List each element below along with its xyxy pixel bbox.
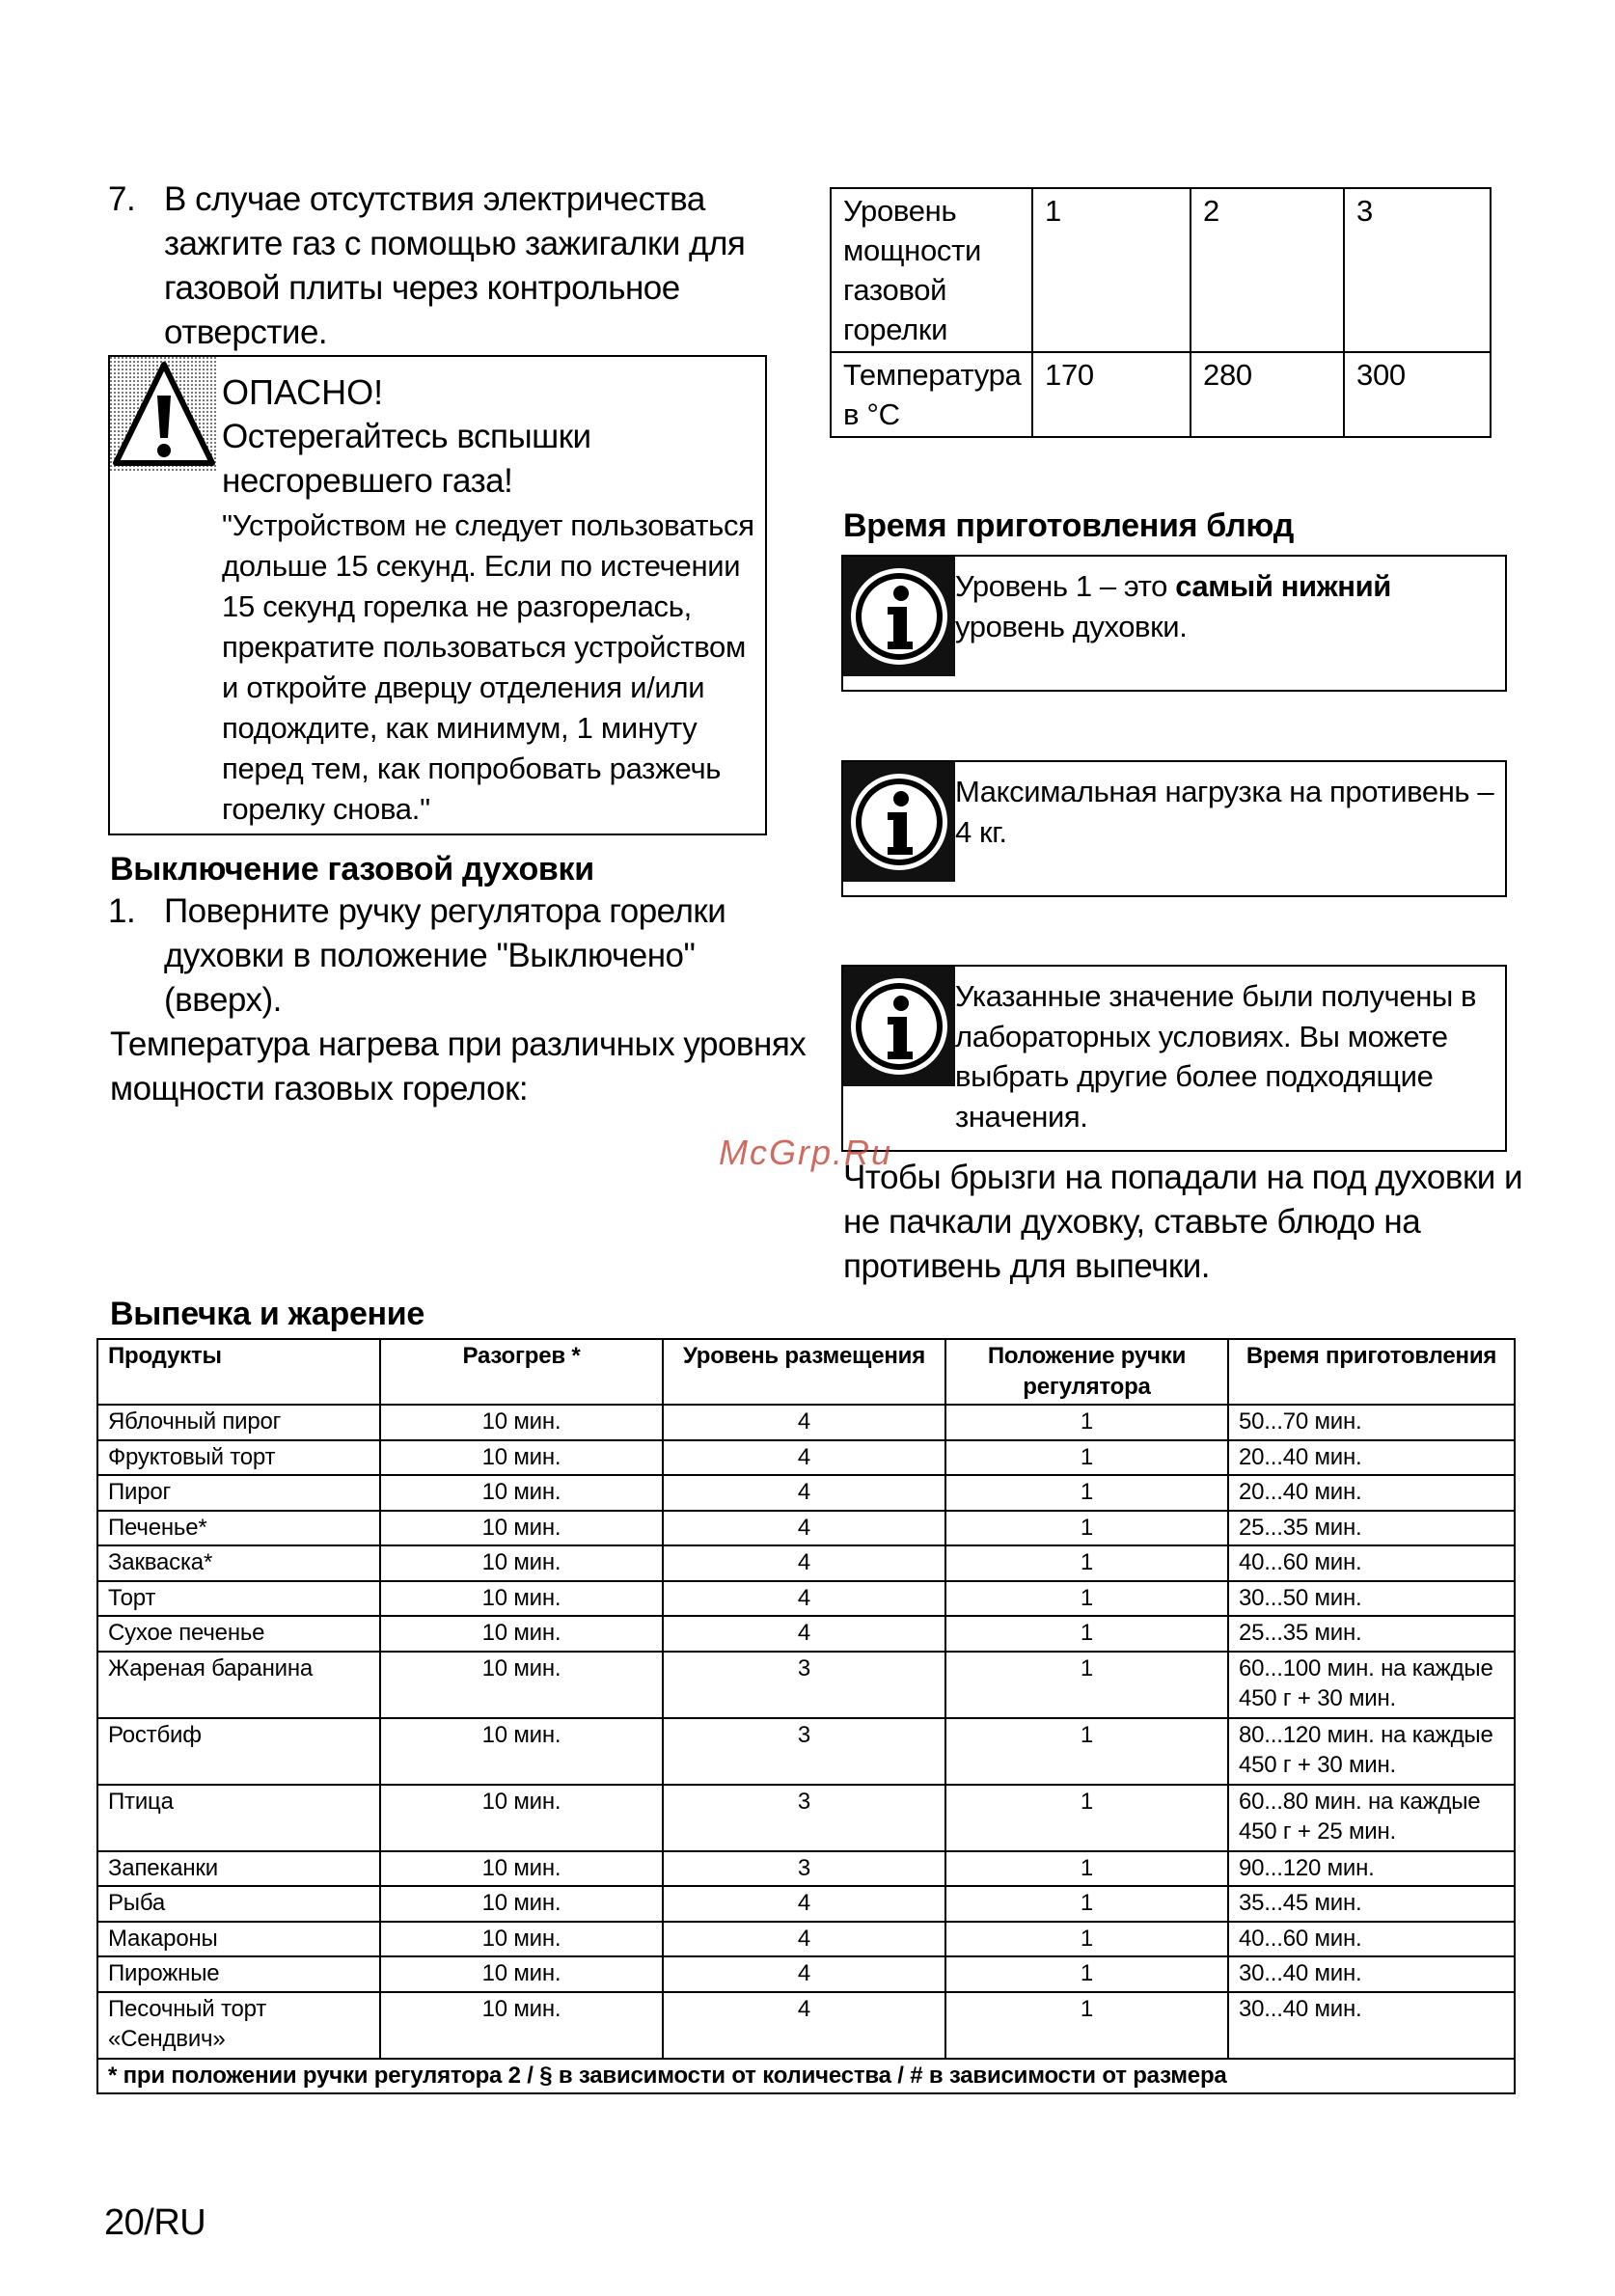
cell-preheat: 10 мин. — [380, 1922, 663, 1957]
cell-level: 4 — [663, 1922, 945, 1957]
cell-level: 4 — [663, 1511, 945, 1546]
step-7-text: В случае отсутствия электричества зажгите газ с помощью зажигалки для газовой плиты через контрольное отверстие. — [164, 180, 746, 351]
info-icon — [843, 967, 955, 1086]
cell-preheat: 10 мин. — [380, 1545, 663, 1581]
step-1-text: Поверните ручку регулятора горелки духовки в положение "Выключено" (вверх). — [164, 892, 726, 1019]
cell-level: 3 — [663, 1851, 945, 1887]
section-heading-cooking-time: Время приготовления блюд — [843, 507, 1294, 544]
header-level: Уровень размещения — [663, 1339, 945, 1405]
cell-preheat: 10 мин. — [380, 1475, 663, 1511]
cell-product: Рыба — [97, 1886, 380, 1922]
cell-product: Пирожные — [97, 1956, 380, 1992]
cell-cooking-time: 90...120 мин. — [1228, 1851, 1515, 1887]
baking-table — [96, 1338, 1516, 2094]
cell-preheat: 10 мин. — [380, 1511, 663, 1546]
temperature-1: 170 — [1032, 352, 1191, 437]
table-row — [97, 1581, 1515, 1617]
table-row — [97, 1922, 1515, 1957]
cell-cooking-time: 30...50 мин. — [1228, 1581, 1515, 1617]
cell-knob-position: 1 — [945, 1718, 1228, 1785]
info-box-lab-values — [841, 965, 1507, 1152]
power-level-3: 3 — [1344, 188, 1491, 352]
cell-knob-position: 1 — [945, 1511, 1228, 1546]
table-row — [97, 1511, 1515, 1546]
cell-knob-position: 1 — [945, 1785, 1228, 1851]
footnote-row — [97, 2059, 1515, 2094]
cell-knob-position: 1 — [945, 1652, 1228, 1718]
table-row — [97, 1785, 1515, 1851]
cell-cooking-time: 80...120 мин. на каждые 450 г + 30 мин. — [1228, 1718, 1515, 1785]
step-7-number: 7. — [108, 180, 136, 218]
cell-cooking-time: 30...40 мин. — [1228, 1992, 1515, 2059]
temperature-label: Температура в °C — [831, 352, 1032, 437]
header-products: Продукты — [97, 1339, 380, 1405]
temperature-3: 300 — [1344, 352, 1491, 437]
cell-cooking-time: 30...40 мин. — [1228, 1956, 1515, 1992]
table-row — [831, 188, 1491, 352]
cell-knob-position: 1 — [945, 1886, 1228, 1922]
cell-product: Фруктовый торт — [97, 1440, 380, 1476]
info-text-part: Уровень 1 – это — [955, 569, 1176, 603]
cell-preheat: 10 мин. — [380, 1652, 663, 1718]
cell-product: Пирог — [97, 1475, 380, 1511]
table-row — [97, 1851, 1515, 1887]
cell-knob-position: 1 — [945, 1581, 1228, 1617]
info-icon — [843, 557, 955, 676]
cell-level: 4 — [663, 1440, 945, 1476]
cell-cooking-time: 35...45 мин. — [1228, 1886, 1515, 1922]
cell-preheat: 10 мин. — [380, 1581, 663, 1617]
table-row — [831, 352, 1491, 437]
cell-level: 4 — [663, 1581, 945, 1617]
cell-knob-position: 1 — [945, 1545, 1228, 1581]
cell-knob-position: 1 — [945, 1475, 1228, 1511]
table-row — [97, 1718, 1515, 1785]
table-row — [97, 1440, 1515, 1476]
section-heading-oven-off: Выключение газовой духовки — [110, 851, 594, 888]
cell-preheat: 10 мин. — [380, 1440, 663, 1476]
danger-warning-box — [108, 355, 767, 835]
cell-preheat: 10 мин. — [380, 1616, 663, 1652]
cell-level: 4 — [663, 1545, 945, 1581]
cell-level: 3 — [663, 1785, 945, 1851]
header-cooking-time: Время приготовления — [1228, 1339, 1515, 1405]
power-level-label: Уровень мощности газовой горелки — [831, 188, 1032, 352]
power-level-2: 2 — [1191, 188, 1344, 352]
cell-knob-position: 1 — [945, 1922, 1228, 1957]
cell-cooking-time: 50...70 мин. — [1228, 1405, 1515, 1440]
cell-knob-position: 1 — [945, 1405, 1228, 1440]
step-1 — [108, 889, 822, 1023]
warning-triangle-icon — [110, 357, 218, 471]
cell-knob-position: 1 — [945, 1440, 1228, 1476]
info-text-part: уровень духовки. — [955, 609, 1188, 643]
cell-level: 4 — [663, 1405, 945, 1440]
table-footnote: * при положении ручки регулятора 2 / § в зависимости от количества / # в зависимости от размера — [97, 2059, 1515, 2094]
cell-cooking-time: 20...40 мин. — [1228, 1475, 1515, 1511]
cell-cooking-time: 40...60 мин. — [1228, 1922, 1515, 1957]
cell-product: Макароны — [97, 1922, 380, 1957]
danger-body: "Устройством не следует пользоваться дольше 15 секунд. Если по истечении 15 секунд горелка не разгорелась, прекратите пользоваться устройством и откройте дверцу отделения и/или подождите, как минимум, 1 минуту перед тем, как попробовать разжечь горелку снова." — [222, 508, 754, 826]
cell-preheat: 10 мин. — [380, 1785, 663, 1851]
cell-knob-position: 1 — [945, 1956, 1228, 1992]
step-1-number: 1. — [108, 892, 136, 930]
cell-preheat: 10 мин. — [380, 1851, 663, 1887]
burner-power-table — [830, 187, 1492, 438]
danger-title: ОПАСНО! — [222, 372, 384, 412]
watermark: McGrp.Ru — [719, 1133, 893, 1172]
power-level-1: 1 — [1032, 188, 1191, 352]
table-row — [97, 1992, 1515, 2059]
cell-cooking-time: 20...40 мин. — [1228, 1440, 1515, 1476]
cell-preheat: 10 мин. — [380, 1718, 663, 1785]
cell-level: 4 — [663, 1475, 945, 1511]
cell-product: Запеканки — [97, 1851, 380, 1887]
cell-product: Ростбиф — [97, 1718, 380, 1785]
danger-subtitle: Остерегайтесь вспышки несгоревшего газа! — [222, 418, 591, 500]
table-header-row — [97, 1339, 1515, 1405]
header-knob-position: Положение ручки регулятора — [945, 1339, 1228, 1405]
cell-knob-position: 1 — [945, 1616, 1228, 1652]
cell-preheat: 10 мин. — [380, 1886, 663, 1922]
cell-cooking-time: 40...60 мин. — [1228, 1545, 1515, 1581]
cell-cooking-time: 25...35 мин. — [1228, 1616, 1515, 1652]
cell-product: Печенье* — [97, 1511, 380, 1546]
info-text-max-load: Максимальная нагрузка на противень – 4 кг. — [955, 775, 1494, 849]
cell-level: 4 — [663, 1616, 945, 1652]
cell-cooking-time: 25...35 мин. — [1228, 1511, 1515, 1546]
cell-preheat: 10 мин. — [380, 1956, 663, 1992]
cell-product: Жареная баранина — [97, 1652, 380, 1718]
cell-product: Торт — [97, 1581, 380, 1617]
table-row — [97, 1616, 1515, 1652]
cell-product: Сухое печенье — [97, 1616, 380, 1652]
table-row — [97, 1405, 1515, 1440]
cell-preheat: 10 мин. — [380, 1992, 663, 2059]
cell-knob-position: 1 — [945, 1992, 1228, 2059]
cell-preheat: 10 мин. — [380, 1405, 663, 1440]
section-heading-baking: Выпечка и жарение — [110, 1296, 425, 1332]
cell-level: 3 — [663, 1718, 945, 1785]
table-row — [97, 1886, 1515, 1922]
splash-note: Чтобы брызги на попадали на под духовки и не пачкали духовку, ставьте блюдо на противень для выпечки. — [843, 1159, 1523, 1285]
table-row — [97, 1652, 1515, 1718]
cell-level: 4 — [663, 1956, 945, 1992]
temperature-2: 280 — [1191, 352, 1344, 437]
cell-product: Закваска* — [97, 1545, 380, 1581]
info-icon — [843, 762, 955, 882]
cell-level: 4 — [663, 1886, 945, 1922]
cell-level: 3 — [663, 1652, 945, 1718]
cell-cooking-time: 60...100 мин. на каждые 450 г + 30 мин. — [1228, 1652, 1515, 1718]
header-preheat: Разогрев * — [380, 1339, 663, 1405]
table-row — [97, 1545, 1515, 1581]
page-number: 20/RU — [104, 2202, 206, 2243]
cell-product: Песочный торт «Сендвич» — [97, 1992, 380, 2059]
cell-level: 4 — [663, 1992, 945, 2059]
info-text-level — [955, 566, 1505, 646]
info-text-lab-values: Указанные значение были получены в лабораторных условиях. Вы можете выбрать другие более подходящие значения. — [955, 979, 1477, 1134]
step-7 — [108, 178, 783, 355]
info-box-max-load — [841, 760, 1507, 897]
table-row — [97, 1475, 1515, 1511]
cell-product: Яблочный пирог — [97, 1405, 380, 1440]
info-box-level — [841, 555, 1507, 692]
cell-cooking-time: 60...80 мин. на каждые 450 г + 25 мин. — [1228, 1785, 1515, 1851]
info-text-bold: самый нижний — [1175, 569, 1391, 603]
temperature-intro: Температура нагрева при различных уровнях мощности газовых горелок: — [110, 1025, 807, 1107]
cell-knob-position: 1 — [945, 1851, 1228, 1887]
cell-product: Птица — [97, 1785, 380, 1851]
table-row — [97, 1956, 1515, 1992]
